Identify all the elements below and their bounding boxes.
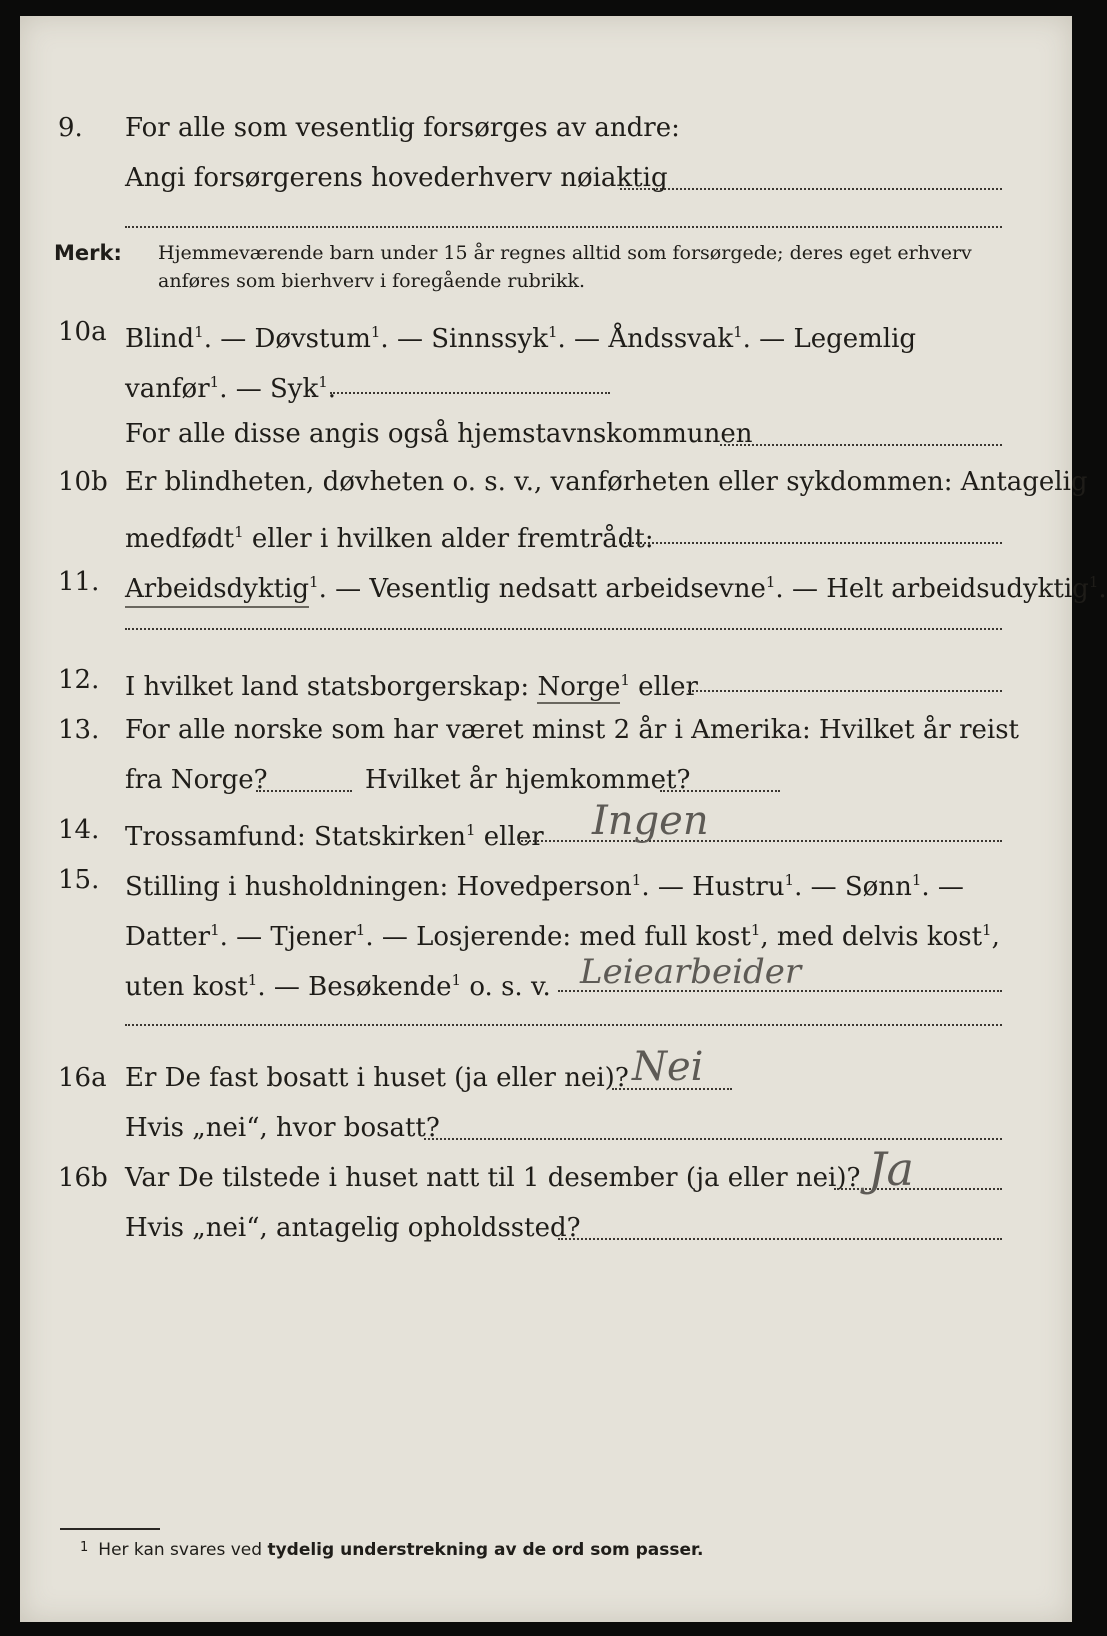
option-statskirken[interactable]: Trossamfund: Statskirken: [125, 822, 466, 852]
q10b-question: Er blindheten, døvheten o. s. v., vanførheten eller sykdommen: Antagelig: [125, 467, 1088, 497]
q12-answer-field[interactable]: [688, 690, 1002, 692]
option-arbeidsdyktig[interactable]: Arbeidsdyktig: [125, 574, 309, 608]
q15-answer-line[interactable]: [125, 1024, 1002, 1026]
q12-row: [20, 660, 1072, 700]
q12-label: I hvilket land statsborgerskap:: [125, 672, 538, 702]
q10a-row: [20, 312, 1072, 352]
option-dovstum[interactable]: Døvstum: [254, 324, 371, 354]
option-legemlig[interactable]: Legemlig: [793, 324, 917, 354]
q10a-hjemstavn: For alle disse angis også hjemstavnskommunen: [125, 419, 753, 449]
q9-answer-field[interactable]: [620, 188, 1002, 190]
q14-row: [20, 798, 1072, 852]
merk-note: [20, 238, 1072, 298]
footnote-text-1: Her kan svares ved: [98, 1540, 268, 1560]
q11-row: [20, 562, 1107, 604]
q15-options-3: uten kost$^1$. — Besøkende$^1$ o. s. v.: [125, 971, 551, 1002]
hvor-bosatt-field[interactable]: [424, 1138, 1002, 1140]
q16a-hvor-label: Hvis „nei“, hvor bosatt?: [125, 1113, 440, 1143]
option-uten-kost[interactable]: uten kost: [125, 972, 248, 1002]
q10b-number: 10b: [58, 467, 108, 497]
q10b-alder-label: eller i hvilken alder fremtrådt:: [243, 524, 654, 554]
q12-eller: eller: [629, 672, 698, 702]
q10a-row-3: [20, 414, 1072, 454]
q14-eller: eller: [475, 822, 544, 852]
q9-row-2: [20, 158, 1072, 198]
opholdssted-field[interactable]: [558, 1238, 1002, 1240]
q16a-number: 16a: [58, 1063, 107, 1093]
merk-line-2: anføres som bierhverv i foregående rubrikk.: [158, 270, 586, 292]
q15-row-2: [20, 910, 1072, 950]
option-vanfor[interactable]: vanfør: [125, 374, 210, 404]
tilstede-field[interactable]: [834, 1188, 1002, 1190]
tilstede-handwritten: Ja: [868, 1142, 914, 1196]
q15-row: [20, 860, 1072, 900]
trossamfund-field[interactable]: [518, 840, 1002, 842]
q10b-row: [20, 462, 1088, 502]
q15-row-3: [20, 952, 1072, 1002]
option-tjener[interactable]: Tjener: [270, 922, 356, 952]
q9-row: [20, 108, 1072, 148]
q10b-line-2: medfødt$^1$ eller i hvilken alder fremtrådt:: [125, 523, 654, 554]
footnote-mark: 1: [80, 1540, 89, 1555]
q9-number: 9.: [58, 113, 83, 143]
option-losjerende-full[interactable]: Losjerende: med full kost: [416, 922, 751, 952]
q12-question: I hvilket land statsborgerskap: Norge$^1$ eller: [125, 671, 698, 702]
option-syk[interactable]: Syk: [269, 374, 319, 404]
fast-bosatt-handwritten: Nei: [632, 1044, 704, 1090]
q12-number: 12.: [58, 665, 100, 695]
q10a-options-2: vanfør$^1$. — Syk$^1$.: [125, 373, 337, 404]
q16b-row: [20, 1142, 1072, 1198]
q13-reist-label: fra Norge?: [125, 765, 268, 795]
q10a-number: 10a: [58, 317, 107, 347]
q13-row: [20, 710, 1072, 750]
hjemstavn-field[interactable]: [720, 444, 1002, 446]
q14-question: Trossamfund: Statskirken$^1$ eller: [125, 821, 544, 852]
q15-options-2: Datter$^1$. — Tjener$^1$. — Losjerende: med full kost$^1$, med delvis kost$^1$,: [125, 921, 1000, 952]
option-datter[interactable]: Datter: [125, 922, 211, 952]
option-medfodt[interactable]: medfødt: [125, 524, 235, 554]
q14-number: 14.: [58, 815, 100, 845]
q10b-answer-field[interactable]: [624, 542, 1002, 544]
q16b-opholdssted-label: Hvis „nei“, antagelig opholdssted?: [125, 1213, 581, 1243]
reist-year-field[interactable]: [256, 790, 352, 792]
footnote: [80, 1540, 703, 1560]
option-sonn[interactable]: Sønn: [844, 872, 912, 902]
q11-answer-line[interactable]: [125, 628, 1002, 630]
q16b-row-2: [20, 1208, 1072, 1248]
q13-row-2: [20, 760, 1072, 800]
option-norge[interactable]: Norge: [537, 672, 621, 702]
q9-instruction: Angi forsørgerens hovederhverv nøiaktig: [125, 163, 668, 193]
q11-options: Arbeidsdyktig$^1$. — Vesentlig nedsatt arbeidsevne$^1$. — Helt arbeidsudyktig$^1$.: [125, 562, 1107, 609]
merk-line-1: Hjemmeværende barn under 15 år regnes alltid som forsørgede; deres eget erhverv: [158, 242, 972, 264]
footnote-divider: [60, 1528, 160, 1530]
trossamfund-handwritten: Ingen: [592, 798, 709, 844]
option-sinnssyk[interactable]: Sinnssyk: [431, 324, 548, 354]
q10a-options: Blind$^1$. — Døvstum$^1$. — Sinnssyk$^1$. — Åndssvak$^1$. — Legemlig: [125, 323, 917, 354]
option-hovedperson[interactable]: Stilling i husholdningen: Hovedperson: [125, 872, 632, 902]
q13-question: For alle norske som har været minst 2 år i Amerika: Hvilket år reist: [125, 715, 1019, 745]
option-losjerende-delvis[interactable]: , med delvis kost: [760, 922, 983, 952]
option-besokende[interactable]: Besøkende: [308, 972, 452, 1002]
q16b-number: 16b: [58, 1163, 108, 1193]
stilling-handwritten: Leiearbeider: [580, 952, 802, 992]
option-blind[interactable]: Blind: [125, 324, 195, 354]
option-andssvak[interactable]: Åndssvak: [608, 324, 734, 354]
q15-osv: o. s. v.: [461, 972, 551, 1002]
q10b-row-2: [20, 512, 1072, 552]
merk-label: Merk:: [54, 241, 122, 265]
option-nedsatt[interactable]: Vesentlig nedsatt arbeidsevne: [369, 574, 766, 604]
q13-number: 13.: [58, 715, 100, 745]
census-form-page: [20, 16, 1107, 1622]
q10a-answer-field[interactable]: [330, 392, 610, 394]
footnote-text-2: tydelig understrekning av de ord som passer.: [267, 1540, 704, 1560]
q16a-question: Er De fast bosatt i huset (ja eller nei)?: [125, 1063, 629, 1093]
hjemkommet-year-field[interactable]: [660, 790, 780, 792]
q16a-row: [20, 1044, 1072, 1098]
option-udyktig[interactable]: Helt arbeidsudyktig: [826, 574, 1089, 604]
option-hustru[interactable]: Hustru: [692, 872, 785, 902]
q11-number: 11.: [58, 567, 100, 597]
q10a-row-2: [20, 362, 1072, 402]
q15-number: 15.: [58, 865, 100, 895]
q16a-row-2: [20, 1108, 1072, 1148]
q13-hjemkommet-label: Hvilket år hjemkommet?: [365, 765, 691, 795]
q16b-question: Var De tilstede i huset natt til 1 desember (ja eller nei)?: [125, 1163, 861, 1193]
q9-answer-line[interactable]: [125, 226, 1002, 228]
q9-question: For alle som vesentlig forsørges av andre:: [125, 113, 680, 143]
q15-options: Stilling i husholdningen: Hovedperson$^1$. — Hustru$^1$. — Sønn$^1$. —: [125, 871, 964, 902]
